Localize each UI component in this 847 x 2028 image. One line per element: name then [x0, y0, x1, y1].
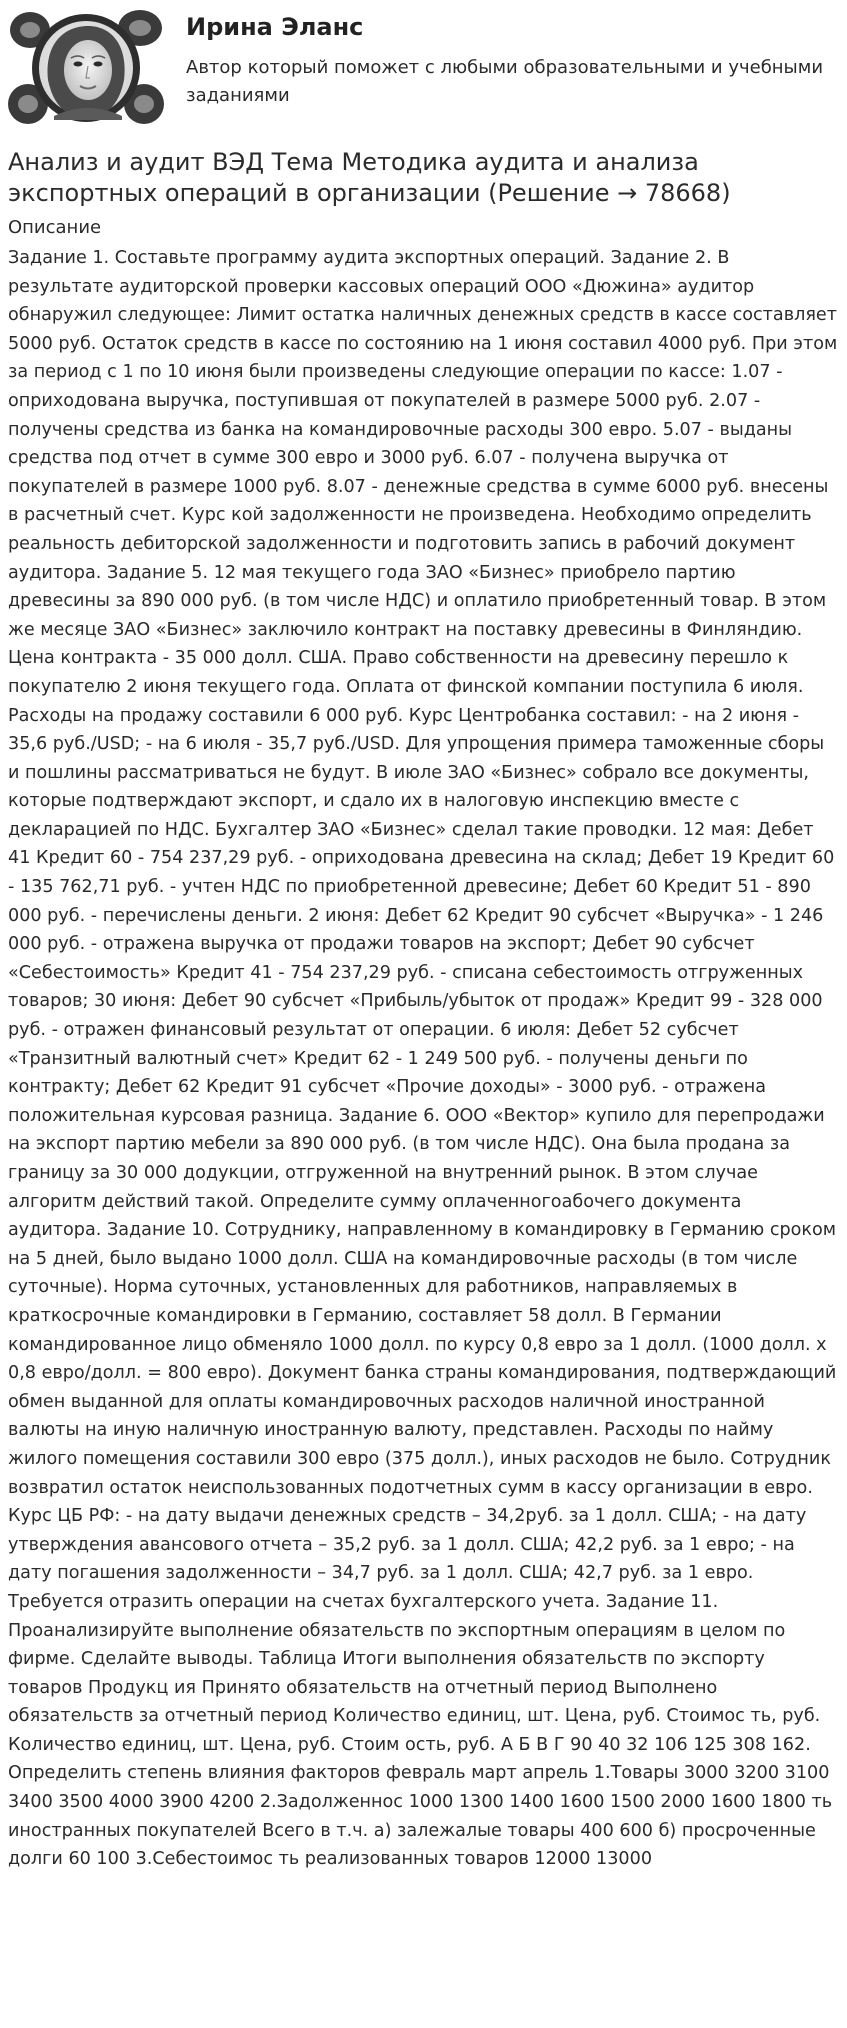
author-name[interactable]: Ирина Эланс [186, 13, 364, 41]
description-text: Задание 1. Составьте программу аудита экспортных операций. Задание 2. В результате аудиторской проверки кассовых операций ООО «Дюжина» аудитор обнаружил следующее: Лимит остатка наличных денежных средств в кассе составляет 5000 руб. Остаток средств в кассе по состоянию на 1 июня составил 4000 руб. При этом за период с 1 по 10 июня были произведены следующие операции по кассе: 1.07 - оприходована выручка, поступившая от покупателей в размере 5000 руб. 2.07 - получены средства из банка на командировочные расходы 300 евро. 5.07 - выданы средства под отчет в сумме 300 евро и 3000 руб. 6.07 - получена выручка от покупателей в размере 1000 руб. 8.07 - денежные средства в сумме 6000 руб. внесены в расчетный счет. Курс кой задолженности не произведена. Необходимо определить реальность дебиторской задолженности и подготовить запись в рабочий документ аудитора. Задание 5. 12 мая текущего года ЗАО «Бизнес» приобрело партию древесины за 890 000 руб. (в том числе НДС) и оплатило приобретенный товар. В этом же месяце ЗАО «Бизнес» заключило контракт на поставку древесины в Финляндию. Цена контракта - 35 000 долл. США. Право собственности на древесину перешло к покупателю 2 июня текущего года. Оплата от финской компании поступила 6 июля. Расходы на продажу составили 6 000 руб. Курс Центробанка составил: - на 2 июня - 35,6 руб./USD; - на 6 июля - 35,7 руб./USD. Для упрощения примера таможенные сборы и пошлины рассматриваться не будут. В июле ЗАО «Бизнес» собрало все документы, которые подтверждают экспорт, и сдало их в налоговую инспекцию вместе с декларацией по НДС. Бухгалтер ЗАО «Бизнес» сделал такие проводки. 12 мая: Дебет 41 Кредит 60 - 754 237,29 руб. - оприходована древесина на склад; Дебет 19 Кредит 60 - 135 762,71 руб. - учтен НДС по приобретенной древесине; Дебет 60 Кредит 51 - 890 000 руб. - перечислены деньги. 2 июня: Дебет 62 Кредит 90 субсчет «Выручка» - 1 246 000 руб. - отражена выручка от продажи товаров на экспорт; Дебет 90 субсчет «Себестоимость» Кредит 41 - 754 237,29 руб. - списана себестоимость отгруженных товаров; 30 июня: Дебет 90 субсчет «Прибыль/убыток от продаж» Кредит 99 - 328 000 руб. - отражен финансовый результат от операции. 6 июля: Дебет 52 субсчет «Транзитный валютный счет» Кредит 62 - 1 249 500 руб. - получены деньги по контракту; Дебет 62 Кредит 91 субсчет «Прочие доходы» - 3000 руб. - отражена положительная курсовая разница. Задание 6. ООО «Вектор» купило для перепродажи на экспорт партию мебели за 890 000 руб. (в том числе НДС). Она была продана за границу за 30 000 додукции, отгруженной на внутренний рынок. В этом случае алгоритм действий такой. Определите сумму оплаченногоабочего документа аудитора. Задание 10. Сотруднику, направленному в командировку в Германию сроком на 5 дней, было выдано 1000 долл. США на командировочные расходы (в том числе суточные). Норма суточных, установленных для работников, направляемых в краткосрочные командировки в Германию, составляет 58 долл. В Германии командированное лицо обменяло 1000 долл. по курсу 0,8 евро за 1 долл. (1000 долл. х 0,8 евро/долл. = 800 евро). Документ банка страны командирования, подтверждающий обмен выданной для оплаты командировочных расходов наличной иностранной валюты на иную наличную иностранную валюту, представлен. Расходы по найму жилого помещения составили 300 евро (375 долл.), иных расходов не было. Сотрудник возвратил остаток неиспользованных подотчетных сумм в кассу организации в евро. Курс ЦБ РФ: - на дату выдачи денежных средств – 34,2руб. за 1 долл. США; - на дату утверждения авансового отчета – 35,2 руб. за 1 долл. США; 42,2 руб. за 1 евро; - на дату погашения задолженности – 34,7 руб. за 1 долл. США; 42,7 руб. за 1 евро. Требуется отразить операции на счетах бухгалтерского учета. Задание 11. Проанализируйте выполнение обязательств по экспортным операциям в целом по фирме. Сделайте выводы. Таблица Итоги выполнения обязательств по экспорту товаров Продукц ия Принято обязательств на отчетный период Выполнено обязательств за отчетный период Количество единиц, шт. Цена, руб. Стоимос ть, руб. Количество единиц, шт. Цена, руб. Стоим ость, руб. А Б В Г 90 40 32 106 125 308 162. Определить степень влияния факторов февраль март апрель 1.Товары 3000 3200 3100 3400 3500 4000 3900 4200 2.Задолженнос 1000 1300 1400 1600 1500 2000 1600 1800 ть иностранных покупателей Всего в т.ч. а) залежалые товары 400 600 б) просроченные долги 60 100 3.Себестоимос ть реализованных товаров 12000 13000 [8, 248, 838, 1870]
author-description: Автор который поможет с любыми образовательными и учебными заданиями [186, 57, 824, 106]
description-label: Описание [8, 217, 102, 238]
work-title: Анализ и аудит ВЭД Тема Методика аудита и анализа экспортных операций в организации (Решение → 78668) [8, 148, 731, 207]
author-card [8, 8, 838, 128]
author-avatar-photo[interactable] [8, 8, 164, 126]
